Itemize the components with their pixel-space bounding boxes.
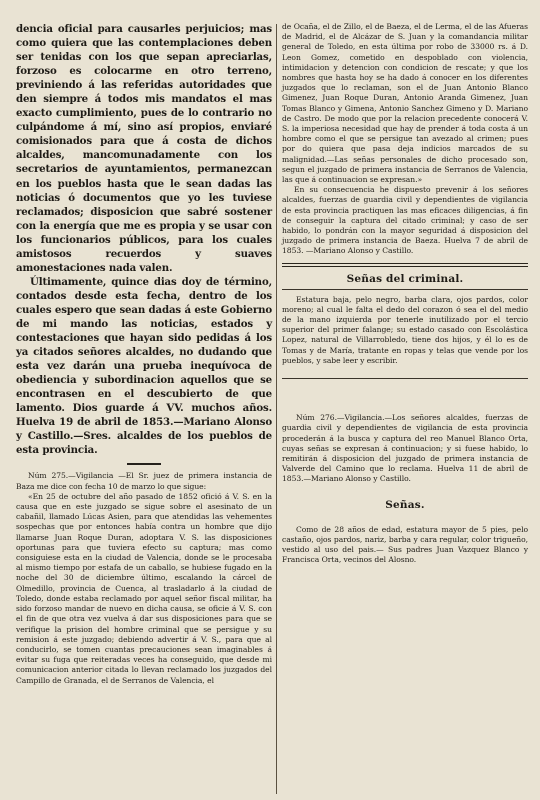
left-column <box>16 22 272 686</box>
notice-275-order: En su consecuencia he dispuesto prevenir á los señores alcaldes, fuerzas de guardia civil y dependientes de vigilancia de esta provincia practiquen las mas eficaces diligencias, á fin de conseguir la captura del citado criminal; y caso de ser habido, lo pondrán con la mayor seguridad á disposicion del juzgado de primera instancia de Baeza. Huelva 7 de abril de 1853. —Mariano Alonso y Castillo. <box>282 185 528 256</box>
notice-275-continuation: de Ocaña, el de Zillo, el de Baeza, el de Lerma, el de las Afueras de Madrid, el de Alcázar de S. Juan y la comandancia militar general de Toledo, en esta última por robo de 33000 rs. á D. Leon Gomez, cometido en despoblado con violencia, intimidacion y detencion con condicion de rescate; y que los nombres que hasta hoy se ha dado á conocer en los diferentes juzgados que lo reclaman, son el de Juan Antonio Blanco Gimenez, Juan Roque Duran, Antonio Aranda Gimenez, Juan Tomas Blanco y Gimena, Antonio Sanchez Gimeno y D. Mariano de Castro. De modo que por la relacion precedente conocerá V. S. la imperiosa necesidad que hay de prender á toda costa á un hombre como el que se persigue tan avezado al crimen; pues por do quiera que pasa deja indicios marcados de su malignidad.—Las señas personales de dicho procesado son, segun el juzgado de primera instancia de Serranos de Valencia, las que á continuacion se expresan.» <box>282 22 528 185</box>
section-separator <box>127 463 161 465</box>
closing-paragraph: Últimamente, quince dias doy de término, contados desde esta fecha, dentro de los cuales espero que sean dadas á este Gobierno de mi mando las noticias, estados y contestaciones que hayan sido pedidas á los ya citados señores alcaldes, no dudando que esta vez darán una prueba inequívoca de obediencia y subordinacion aquellos que se encontrasen en el descubierto de que lamento. Dios guarde á VV. muchos años. Huelva 19 de abril de 1853.—Mariano Alonso y Castillo.—Sres. alcaldes de los pueblos de esta provincia. <box>16 275 272 457</box>
notice-276: Núm 276.—Vigilancia.—Los señores alcaldes, fuerzas de guardia civil y dependientes de vigilancia de esta provincia procederán á la busca y captura del reo Manuel Blanco Orta, cuyas señas se expresan á continuacion; y si fuese habido, lo remitirán á disposicion del juzgado de primera instancia de Valverde del Camino que lo reclama. Huelva 11 de abril de 1853.—Mariano Alonso y Castillo. <box>282 413 528 484</box>
senas-description: Como de 28 años de edad, estatura mayor de 5 pies, pelo castaño, ojos pardos, nariz, barba y cara regular, color trigueño, vestido al uso del pais.— Sus padres Juan Vazquez Blanco y Francisca Orta, vecinos del Alosno. <box>282 524 528 565</box>
heading-senas: Señas. <box>385 498 425 511</box>
heading-criminal: Señas del criminal. <box>346 272 464 285</box>
notice-275-intro: Núm 275.—Vigilancia —El Sr. juez de primera instancia de Baza me dice con fecha 10 de marzo lo que sigue: <box>16 471 272 491</box>
criminal-description: Estatura baja, pelo negro, barba clara, ojos pardos, color moreno; al cual le falta el dedo del corazon ó sea el del medio de la mano izquierda por tenerle inutilizado por el tercio superior del primer falange; su estado casado con Escolástica Lopez, natural de Villarrobledo, tiene dos hijos, y él lo es de Tomas y de María, tratante en ropas y telas que vende por los pueblos, y sabe leer y escribir. <box>282 294 528 365</box>
intro-paragraph: dencia oficial para causarles perjuicios; mas como quiera que las contemplaciones deben ser tenidas con los que sepan apreciarlas, forzoso es colocarme en otro terreno, previniendo á las referidas autoridades que den siempre á todos mis mandatos el mas exacto cumplimiento, pues de lo contrario no culpándome á mí, sino así propios, enviaré comisionados para que á costa de dichos alcaldes, mancomunadamente con los secretarios de ayuntamientos, permanezcan en los pueblos hasta que le sean dadas las noticias ó documentos que yo les tuviese reclamados; disposicion que sabré sostener con la energía que me es propia y se usar con los funcionarios públicos, para los cuales amistosos recuerdos y suaves amonestaciones nada valen. <box>16 23 272 274</box>
column-divider <box>276 24 277 794</box>
notice-275-body: «En 25 de octubre del año pasado de 1852 ofició á V. S. en la causa que en este juzgado se sigue sobre el asesinato de un cabañil, llamado Lúcas Asien, para que atendidas las vehementes sospechas que por entonces había contra un hombre que dijo llamarse Juan Roque Duran, adoptara V. S. las disposiciones oportunas para que tuviera efecto su captura; mas como consiguiese esta en la ciudad de Valencia, donde se le procesaba al mismo tiempo por estafa de un caballo, se hubiese fugado en la noche del 30 de diciembre último, escalando la cárcel de Olmedillo, provincia de Cuenca, al trasladarlo á la ciudad de Toledo, donde estaba reclamado por aquel señor fiscal militar, ha sido forzoso mandar de nuevo en dicha causa, se oficie á V. S. con el fin de que otra vez vuelva á dar sus disposiciones para que se verifique la prision del hombre criminal que se persigue y su remision á este juzgado; debiendo advertir á V. S., para que al conducirlo, se tomen cuantas precauciones sean imaginables á evitar su fuga que reiteradas veces ha conseguido, que desde mi comunicacion anterior citada lo llevan reclamado los juzgados del Campillo de Granada, el de Serranos de Valencia, el <box>16 491 272 685</box>
right-column <box>282 22 528 565</box>
